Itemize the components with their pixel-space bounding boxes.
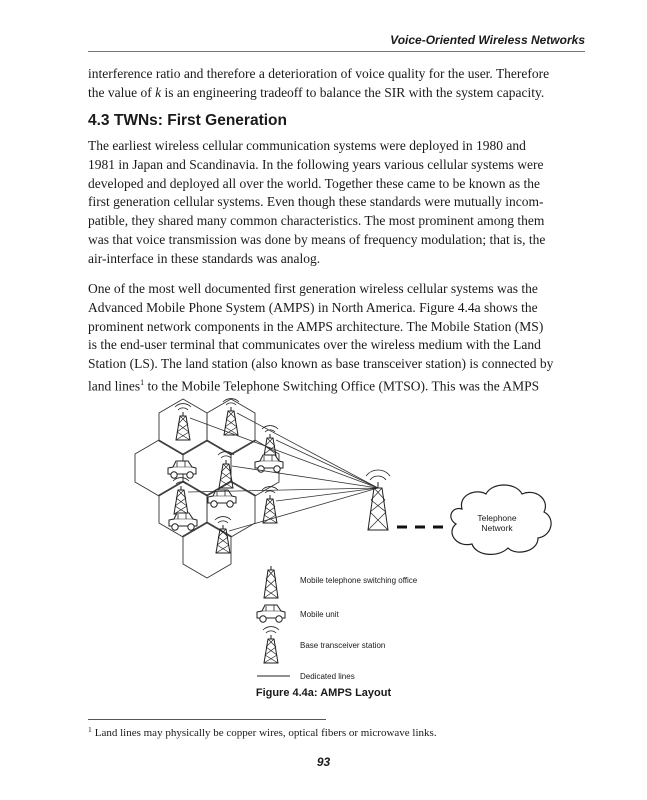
figure-caption: Figure 4.4a: AMPS Layout <box>255 687 392 699</box>
hex-cell <box>159 399 207 455</box>
section-heading <box>88 112 287 130</box>
figure-legend <box>257 566 418 681</box>
text-line: patible, they shared many common characteristics. The most prominent among them <box>88 213 545 229</box>
text-line: Station (LS). The land station (also known as base transceiver station) is connected by <box>88 356 554 372</box>
cell-grid <box>124 399 279 578</box>
legend-bts-icon <box>263 627 279 663</box>
page-number: 93 <box>316 755 331 769</box>
text-line: The earliest wireless cellular communication systems were deployed in 1980 and <box>88 138 526 153</box>
text-line: One of the most well documented first generation wireless cellular systems was the <box>88 281 538 296</box>
text-line: land lines$^1$ to the Mobile Telephone Switching Office (MTSO). This was the AMPS <box>88 377 540 394</box>
legend-mobile-unit-label: Mobile unit <box>300 610 339 619</box>
footnote-marker: 1 <box>88 725 92 734</box>
legend-mtso-icon <box>264 566 278 598</box>
text-line: prominent network components in the AMPS architecture. The Mobile Station (MS) <box>88 318 544 334</box>
paragraph-first-generation <box>88 137 585 269</box>
cloud-label-line1: Telephone <box>477 513 517 523</box>
radio-links <box>188 413 378 531</box>
legend-bts-label: Base transceiver station <box>300 641 386 650</box>
hex-cell <box>207 481 255 537</box>
paragraph-amps <box>88 280 585 396</box>
text-line: Advanced Mobile Phone System (AMPS) in North America. Figure 4.4a shows the <box>88 299 538 315</box>
footnote-rule <box>88 719 326 720</box>
text-line: interference ratio and therefore a deterioration of voice quality for the user. Therefore <box>88 66 550 81</box>
footnote-text: Land lines may physically be copper wires, optical fibers or microwave links. <box>94 727 437 739</box>
running-head: Voice-Oriented Wireless Networks <box>390 33 585 47</box>
text-line: air-interface in these standards was analog. <box>88 250 321 266</box>
section-number: 4.3 <box>88 112 110 129</box>
text-line: 1981 in Japan and Scandinavia. In the following years various cellular systems were <box>88 156 544 172</box>
text-line: is the end-user terminal that communicates over the wireless medium with the Land <box>88 337 541 353</box>
cloud-label-line2: Network <box>481 523 513 533</box>
text-line: first generation cellular systems. Even though these standards were mutually incom- <box>88 194 544 210</box>
text-line: was that voice transmission was done by means of frequency modulation; that is, the <box>88 231 546 247</box>
text-line: the value of k is an engineering tradeoff to balance the SIR with the system capacity. <box>88 84 545 100</box>
footnote <box>88 725 437 739</box>
header-rule <box>88 51 585 52</box>
legend-mtso-label: Mobile telephone switching office <box>300 576 418 585</box>
footnote-reference: 1 <box>140 377 145 387</box>
telephone-network-cloud <box>451 485 551 554</box>
legend-mobile-unit-icon <box>257 605 285 622</box>
text-line: developed and deployed all over the world. Together these came to be known as the <box>88 175 541 191</box>
paragraph-continuation <box>88 65 585 103</box>
mtso-tower <box>366 470 390 530</box>
variable-k: k <box>155 84 162 100</box>
section-title: TWNs: First Generation <box>113 112 287 129</box>
legend-dedicated-lines-label: Dedicated lines <box>300 672 355 681</box>
hex-cell <box>159 481 207 537</box>
